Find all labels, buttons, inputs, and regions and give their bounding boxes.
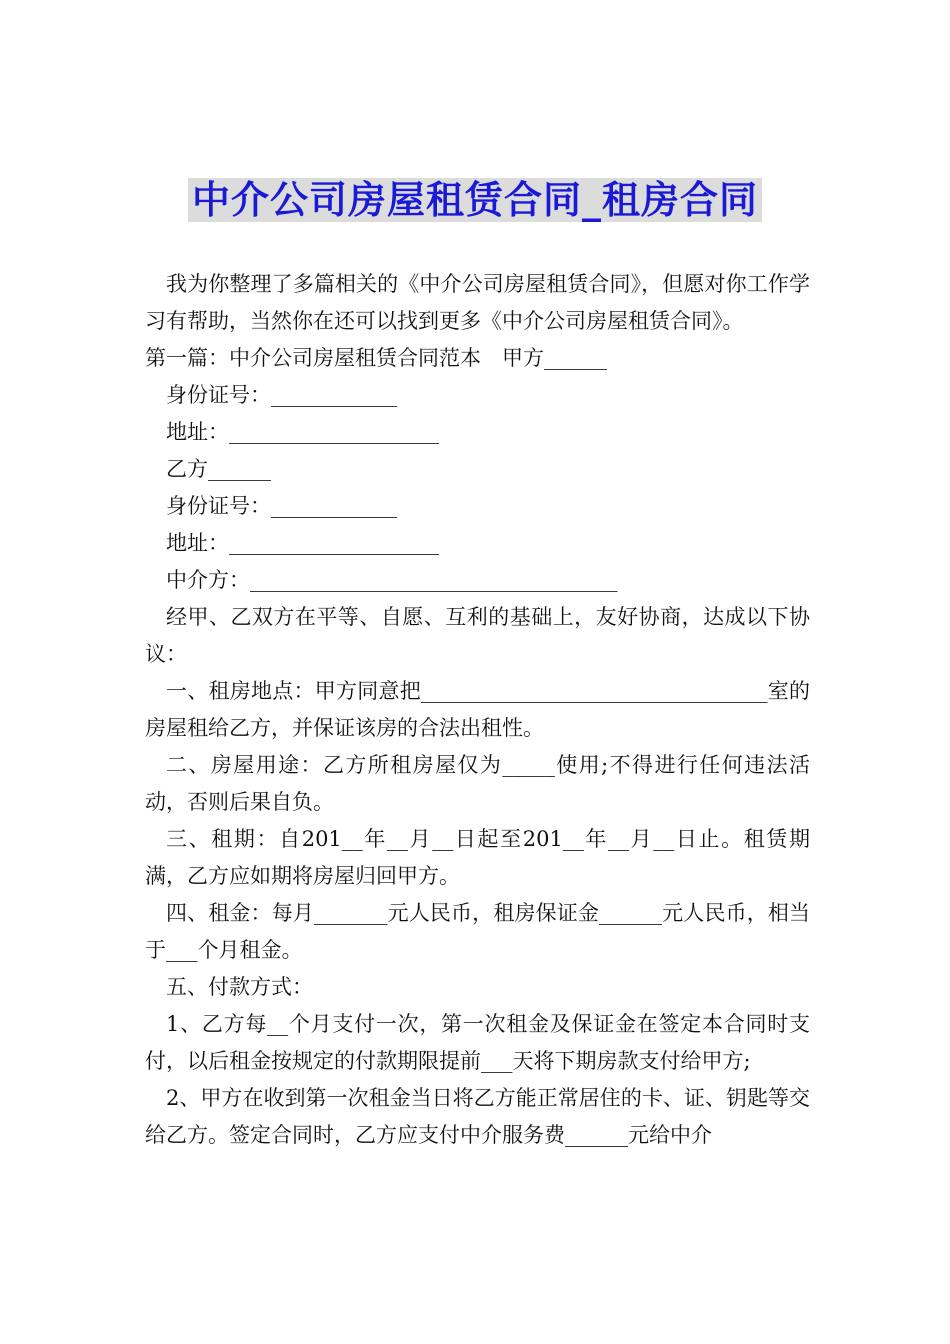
payment-item-1: 1、乙方每__个月支付一次，第一次租金及保证金在签定本合同时支付，以后租金按规定的付款期限提前___天将下期房款支付给甲方; [145, 1012, 810, 1073]
clause-term: 三、租期：自201__年__月__日起至201__年__月__日止。租赁期满，乙方应如期将房屋归回甲方。 [145, 827, 810, 888]
clause-payment-heading: 五、付款方式： [166, 975, 313, 999]
clause-rent: 四、租金：每月_______元人民币，租房保证金______元人民币，相当于___个月租金。 [145, 901, 810, 962]
party-a-id-field: 身份证号：____________ [166, 383, 397, 407]
clause-location: 一、租房地点：甲方同意把_________________________________室的房屋租给乙方，并保证该房的合法出租性。 [145, 679, 810, 740]
document-body [145, 266, 810, 1154]
document-title: 中介公司房屋租赁合同_租房合同 [188, 178, 762, 222]
agreement-paragraph: 经甲、乙双方在平等、自愿、互利的基础上，友好协商，达成以下协议： [145, 605, 810, 666]
party-b-id-field: 身份证号：____________ [166, 494, 397, 518]
clause-usage: 二、房屋用途：乙方所租房屋仅为_____使用;不得进行任何违法活动，否则后果自负。 [145, 753, 810, 814]
party-b-address-field: 地址：____________________ [166, 531, 439, 555]
party-a-address-field: 地址：____________________ [166, 420, 439, 444]
intro-paragraph: 我为你整理了多篇相关的《中介公司房屋租赁合同》，但愿对你工作学习有帮助，当然你在还可以找到更多《中介公司房屋租赁合同》。 [145, 272, 810, 333]
party-b-field: 乙方______ [166, 457, 271, 481]
part-one-heading: 第一篇：中介公司房屋租赁合同范本 甲方______ [145, 346, 607, 370]
agent-field: 中介方：___________________________________ [166, 568, 618, 592]
title-container [0, 178, 950, 222]
payment-item-2: 2、甲方在收到第一次租金当日将乙方能正常居住的卡、证、钥匙等交给乙方。签定合同时，乙方应支付中介服务费______元给中介 [145, 1086, 810, 1147]
